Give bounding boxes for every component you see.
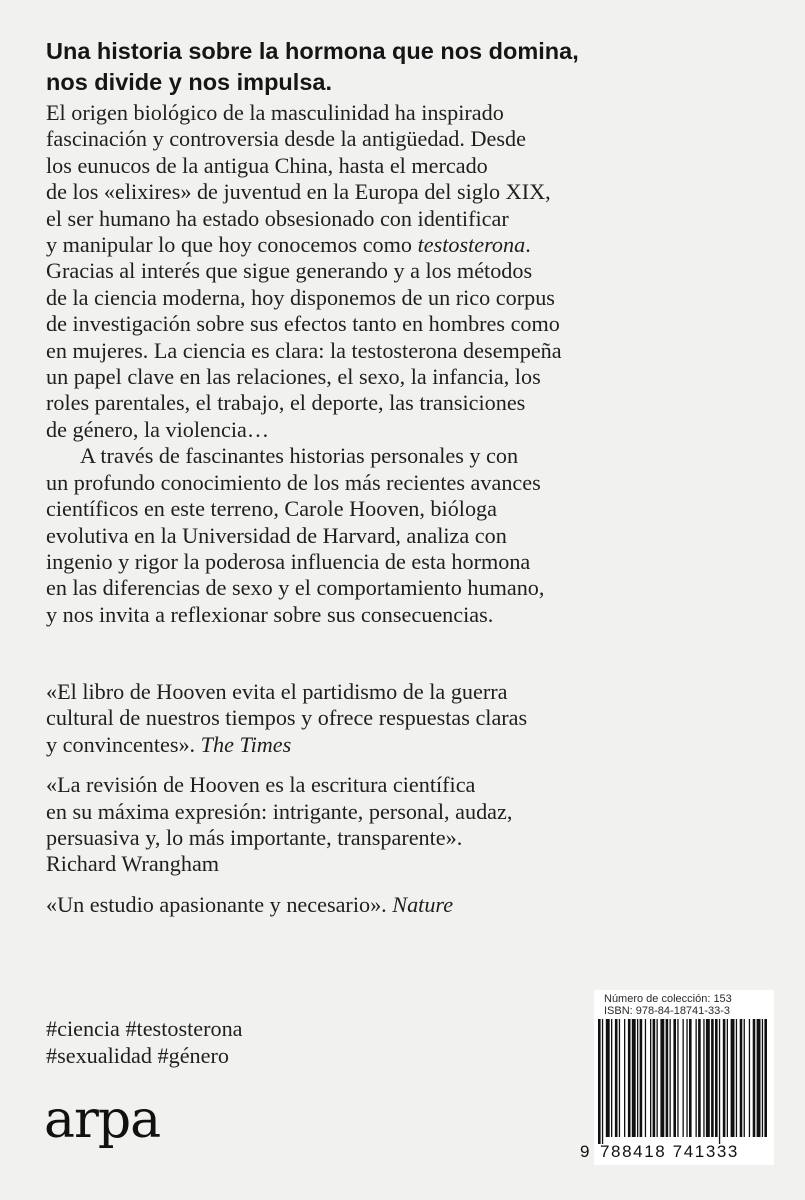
barcode-first-digit: 9 <box>580 1142 590 1161</box>
collection-number: Número de colección: 153 <box>604 993 732 1005</box>
hashtags <box>46 1015 243 1069</box>
description-line: ingenio y rigor la poderosa influencia de esta hormona <box>46 548 531 574</box>
description-line: El origen biológico de la masculinidad ha inspirado <box>46 100 504 125</box>
description-line: roles parentales, el trabajo, el deporte, las transiciones <box>46 390 526 416</box>
description-line: fascinación y controversia desde la antigüedad. Desde <box>46 126 526 152</box>
description-line: Gracias al interés que sigue generando y a los métodos <box>46 258 533 284</box>
quote-source: The Times <box>200 731 292 757</box>
description-line: y manipular lo que hoy conocemos como testosterona. <box>46 232 531 258</box>
publisher-logo: arpa <box>44 1090 161 1150</box>
quote-nature <box>46 892 776 918</box>
description-line: de investigación sobre sus efectos tanto en hombres como <box>46 311 560 337</box>
description-line: el ser humano ha estado obsesionado con identificar <box>46 205 509 231</box>
description-line: en mujeres. La ciencia es clara: la testosterona desempeña <box>46 337 562 363</box>
headline-line: nos divide y nos impulsa. <box>46 69 332 95</box>
quote-the-times <box>46 679 776 758</box>
description-line: científicos en este terreno, Carole Hooven, bióloga <box>46 496 497 522</box>
description-line: de la ciencia moderna, hoy disponemos de un rico corpus <box>46 284 555 310</box>
review-quotes <box>46 679 776 932</box>
hashtag-line: #sexualidad #género <box>46 1043 229 1068</box>
description-fragment: y manipular lo que hoy conocemos como <box>46 232 413 258</box>
quote-line: persuasiva y, lo más importante, transparente». <box>46 825 463 851</box>
quote-line: «La revisión de Hooven es la escritura científica <box>46 772 476 798</box>
description-line: en las diferencias de sexo y el comportamiento humano, <box>46 575 545 601</box>
description-line: los eunucos de la antigua China, hasta el mercado <box>46 152 488 178</box>
quote-line: cultural de nuestros tiempos y ofrece respuestas claras <box>46 705 528 731</box>
description-line: de género, la violencia… <box>46 416 270 442</box>
quote-line: en su máxima expresión: intrigante, personal, audaz, <box>46 798 513 824</box>
description-line: de los «elixires» de juventud en la Europa del siglo XIX, <box>46 179 551 205</box>
description-line: y nos invita a reflexionar sobre sus consecuencias. <box>46 601 494 627</box>
description-line: A través de fascinantes historias personales y con <box>80 443 519 469</box>
isbn-text: ISBN: 978-84-18741-33-3 <box>604 1005 730 1017</box>
barcode-digits: 788418 741333 <box>600 1142 739 1161</box>
testosterona-italic: testosterona <box>417 232 526 258</box>
quote-source: Nature <box>392 891 454 917</box>
quote-line: «El libro de Hooven evita el partidismo de la guerra <box>46 679 508 704</box>
description <box>46 100 776 628</box>
quote-line <box>46 892 776 918</box>
headline <box>46 36 766 98</box>
headline-line: Una historia sobre la hormona que nos domina, <box>46 38 579 64</box>
description-line: un profundo conocimiento de los más recientes avances <box>46 469 541 495</box>
barcode-icon <box>594 1019 774 1144</box>
description-line: un papel clave en las relaciones, el sexo, la infancia, los <box>46 364 541 390</box>
quote-fragment: y convincentes». <box>46 731 196 757</box>
quote-wrangham <box>46 772 776 878</box>
quote-fragment: «Un estudio apasionante y necesario». <box>46 891 387 917</box>
hashtag-line: #ciencia #testosterona <box>46 1016 243 1041</box>
quote-line <box>46 732 776 758</box>
description-line: evolutiva en la Universidad de Harvard, analiza con <box>46 522 507 548</box>
quote-author: Richard Wrangham <box>46 851 220 877</box>
